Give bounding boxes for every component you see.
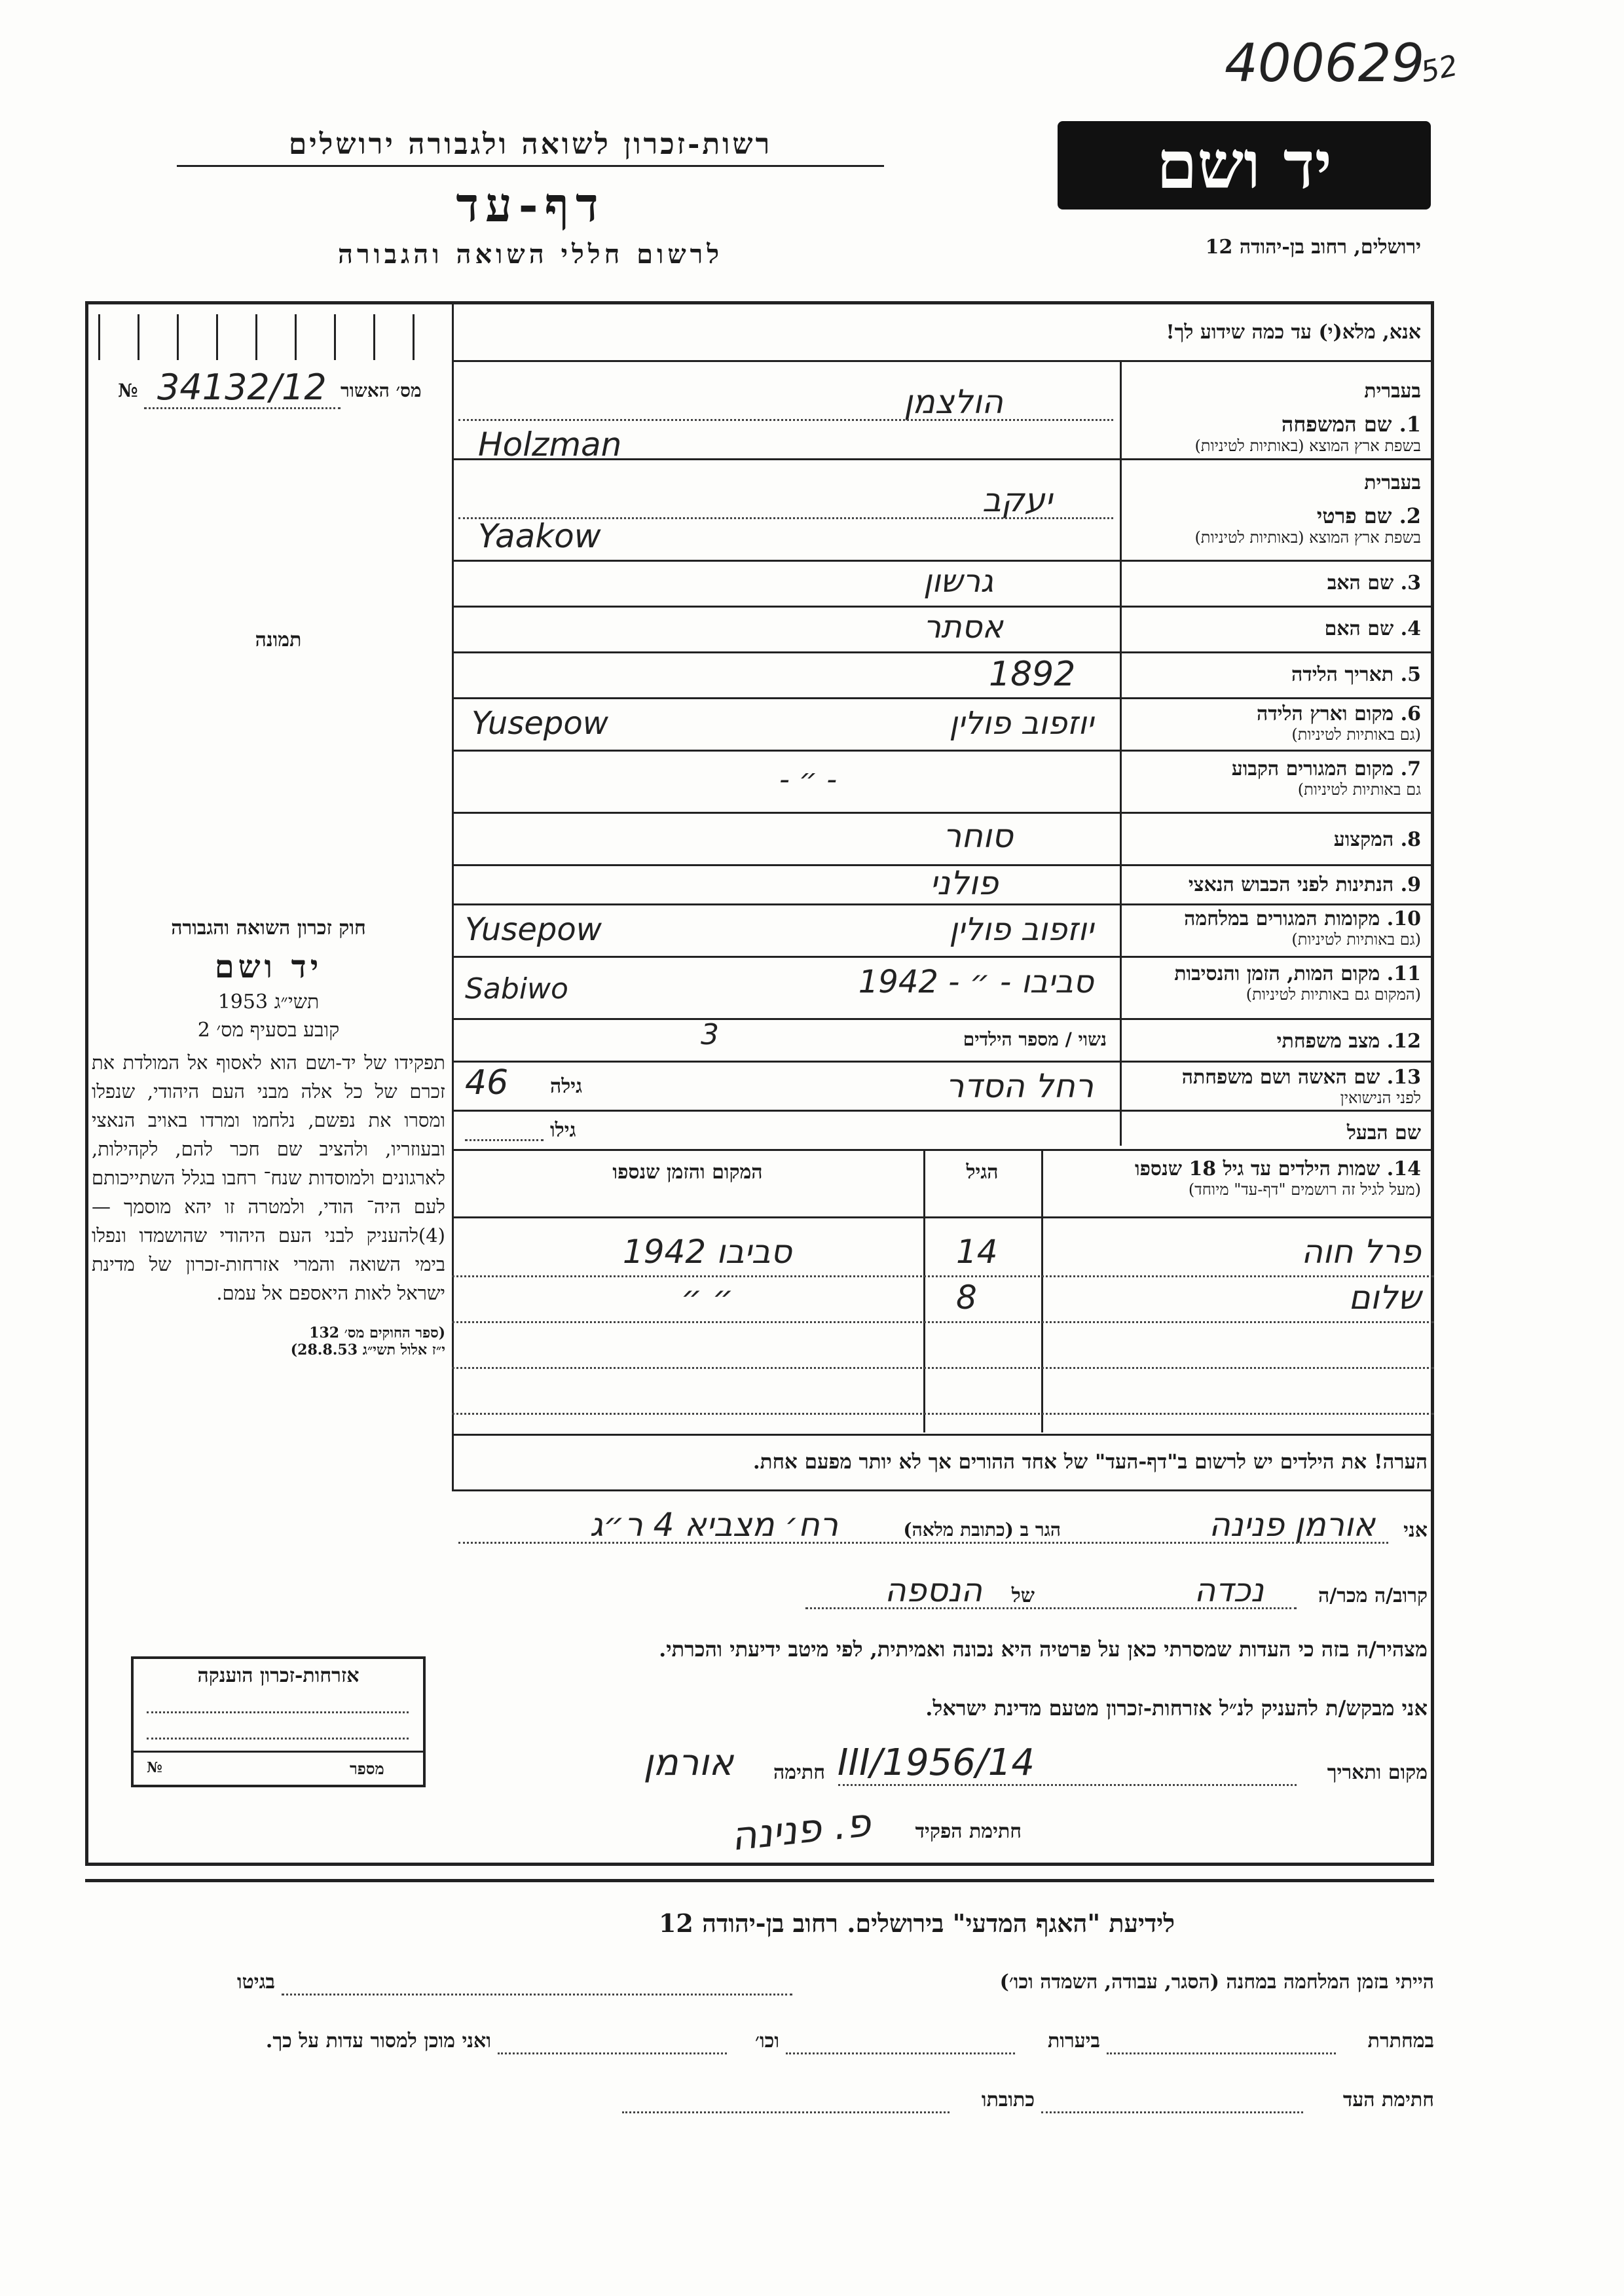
declaration-line-2: קרוב/ה מכר/ה נכדה של הנספה xyxy=(458,1571,1428,1611)
table-row: פרל חוה 14 סביבו 1942 xyxy=(452,1230,1434,1277)
declaration-line-1: אני אורמן פנינה הגר ב (כתובת מלאה) רח׳ מצביא 4 ר״ג xyxy=(458,1506,1428,1545)
authority-title: רשות-זכרון לשואה ולגבורה ירושלים xyxy=(177,128,884,167)
field-8-value: סוחר xyxy=(943,817,1013,855)
field-1-latin: Holzman xyxy=(478,426,622,464)
field-6-value: יוזפוב פולין xyxy=(949,705,1094,742)
approval-number: 34132/12 xyxy=(157,367,327,408)
law-logo: יד ושם xyxy=(214,949,323,985)
field-10-latin: Yusepow xyxy=(465,911,602,948)
bottom-title: לידיעת "האגף המדעי" בירושלים. רחוב בן-יהודה 12 xyxy=(658,1908,1175,1938)
declaration-sign-line: מקום ותאריך 14/III/1956 חתימה אורמן xyxy=(458,1741,1428,1787)
serial-number: 400629 xyxy=(1225,33,1425,94)
citizenship-box: אזרחות-זכרון הוענקה № מספר xyxy=(131,1656,426,1787)
of-value: הנספה xyxy=(884,1571,982,1609)
barcode-ticks xyxy=(98,314,439,360)
field-4-value: אסתר xyxy=(923,609,1003,646)
children-table: 14. שמות הילדים עד גיל 18 שנספו (מעל לגיל זה רושמים "דף-עד" מיוחד) הגיל המקום והזמן שנספו פרל חוה 14 סביבו 1942 שלום 8 ״ ״ xyxy=(452,1151,1434,1432)
bottom-line-3: חתימת העד כתובתו xyxy=(98,2082,1434,2121)
field-7-value: - ״ - xyxy=(779,763,838,796)
field-2-hebrew: יעקב xyxy=(982,481,1052,519)
field-11-value: סביבו - ״ - 1942 xyxy=(858,964,1094,1000)
corner-note: 52 xyxy=(1418,48,1461,90)
intro-text: אנא, מלא(י) עד כמה שידוע לך! xyxy=(1166,321,1421,344)
declaration-request: אני מבקש/ת להעניק לנ״ל אזרחות-זכרון מטעם מדינת ישראל. xyxy=(925,1696,1428,1721)
field-13-value: רחל הסדר xyxy=(946,1067,1094,1105)
declarant-address: רח׳ מצביא 4 ר״ג xyxy=(589,1506,838,1544)
note-text: הערה! את הילדים יש לרשום ב"דף-העד" של אחד ההורים אך לא יותר מפעם אחת. xyxy=(752,1450,1428,1474)
field-10-value: יוזפוב פולין xyxy=(949,911,1094,948)
field-rows: 3. שם האב גרשון 4. שם האם אסתר 5. תאריך הלידה 1892 6. מקום וארץ הלידה (גם באותיות לטיניות) יוזפוב פולין Yusepow 7. מקום המגורים הקבוע גם באותיות לטיניות) - ״ - 8. המקצוע סוחר 9. הנתינות לפני הכבוש הנאצי פולני 10. מקומות המגורים במלחמה (גם באותיות לטיניות) יוזפוב פולין Yusepow 11. מקום המות, הזמן והנסיבות (המקום גם באותיות לטיניות) סביבו - ״ - 1942 Sabiwo 12. מצב משפחתי נשוי / מספר הילדים 3 13. שם האשה ושם משפחתה לפני הנישואין רחל הסדר גילה 46 שם הבעל גילו xyxy=(452,560,1434,1149)
photo-label: תמונה xyxy=(255,629,302,651)
approval-field: № 34132/12 מס׳ האשור xyxy=(118,367,422,408)
declarant-name: אורמן פנינה xyxy=(1209,1506,1375,1544)
law-block: חוק זכרון השואה והגבורה יד ושם תשי״ג 1953 קובע בסעיף מס׳ 2 תפקידו של יד-ושם הוא לאסוף אל המולדת את זכרם של כל אלה מבני העם היהודי, שנפלו ומסרו את נפשם, נלחמו ומרדו באויב הנאצי ובעוזריו, ולהציב שם חכר להם, לקהילות, לארגונים ולמוסדות שנח־ רחבו בגלל השתייכותם לעם היה־ הודי, ולמטרה זו יהא מוסמך — (4)להעניק לבני העם היהודי שהושמדו ונפלו בימי השואה והמרי אזרחות-זכרון של מדינת ישראל לאות היאספם אל עמם. (ספר החוקים מס׳ 132 י״ז אלול תשי״ג 28.8.53) xyxy=(92,917,445,1358)
bottom-line-1: הייתי בזמן המלחמה במחנה (הסגר, עבודה, השמדה וכו׳) בגיטו xyxy=(98,1964,1434,2003)
bottom-line-2: במחתרת ביערות וכו׳ ואני מוכן למסור עדות על כך. xyxy=(98,2023,1434,2062)
header-address: ירושלים, רחוב בן-יהודה 12 xyxy=(1205,236,1421,259)
yad-vashem-logo: יד ושם xyxy=(1058,121,1431,210)
officer-sign-line: חתימת הפקיד פ. פנינה xyxy=(729,1800,1022,1860)
field-1-label: בעברית 1. שם המשפחה בשפת ארץ המוצא (באותיות לטיניות) xyxy=(1194,380,1421,455)
field-11-latin: Sabiwo xyxy=(465,972,568,1006)
field-2-label: בעברית 2. שם פרטי בשפת ארץ המוצא (באותיות לטיניות) xyxy=(1194,471,1421,547)
field-5-value: 1892 xyxy=(989,655,1076,694)
field-12-value: נשוי / מספר הילדים xyxy=(963,1029,1107,1050)
field-6-latin: Yusepow xyxy=(471,705,608,742)
page-title: דף-עד xyxy=(456,177,605,232)
field-9-value: פולני xyxy=(930,864,999,902)
relation-value: נכדה xyxy=(1194,1571,1264,1609)
declaration-statement: מצהיר/ה בזה כי העדות שמסרתי כאן על פרטיה היא נכונה ואמיתית, לפי מיטב ידיעתי והכרתי. xyxy=(659,1637,1428,1662)
field-1-hebrew: הולצמן xyxy=(904,383,1003,421)
table-row: שלום 8 ״ ״ xyxy=(452,1275,1434,1323)
field-2-latin: Yaakow xyxy=(478,517,601,555)
field-12-children: 3 xyxy=(701,1018,719,1051)
officer-signature: פ. פנינה xyxy=(729,1800,874,1860)
field-3-value: גרשון xyxy=(923,563,994,600)
field-13-age: 46 xyxy=(465,1063,509,1102)
declaration-date: 14/III/1956 xyxy=(837,1741,1035,1784)
declarant-signature: אורמן xyxy=(643,1741,733,1784)
page-subtitle: לרשום חללי השואה והגבורה xyxy=(337,239,724,270)
